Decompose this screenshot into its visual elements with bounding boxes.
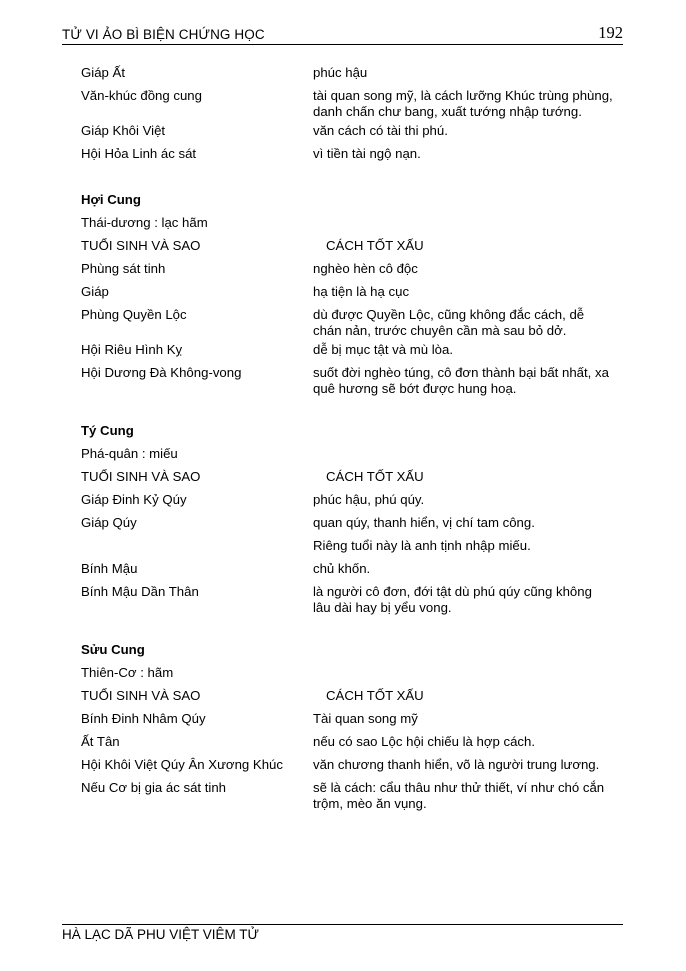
page-number: 192 <box>598 23 623 42</box>
row-left: Hội Riêu Hình Kỵ <box>81 342 183 357</box>
row-right: vì tiền tài ngộ nạn. <box>313 146 421 161</box>
row-left: Giáp Ất <box>81 65 125 80</box>
row-left <box>81 535 313 538</box>
table-row <box>81 85 621 120</box>
table-row <box>81 777 621 812</box>
row-left: Nếu Cơ bị gia ác sát tinh <box>81 780 226 795</box>
col-header-right: CÁCH TỐT XẤU <box>326 469 424 484</box>
table-row <box>81 362 621 397</box>
section-gap <box>81 616 621 639</box>
row-left: Ất Tân <box>81 734 120 749</box>
row-left: Phùng sát tinh <box>81 261 166 276</box>
row-right: suốt đời nghèo túng, cô đơn thành bại bất nhất, xa quê hương sẽ bớt được hung hoạ. <box>313 365 609 396</box>
row-right: phúc hậu, phú qúy. <box>313 492 425 507</box>
table-row <box>81 258 621 281</box>
row-right: là người cô đơn, đới tật dù phú qúy cũng không lâu dài hay bị yểu vong. <box>313 584 592 615</box>
row-right: Tài quan song mỹ <box>313 711 418 726</box>
col-header-left: TUỔI SINH VÀ SAO <box>81 238 201 253</box>
row-right: sẽ là cách: cẩu thâu như thử thiết, ví như chó cắn trộm, mèo ăn vụng. <box>313 780 605 811</box>
section-heading: Tý Cung <box>81 423 134 438</box>
row-right: Riêng tuổi này là anh tịnh nhập miếu. <box>313 538 531 553</box>
section-subheading: Phá-quân : miếu <box>81 446 178 461</box>
row-left: Bính Đinh Nhâm Qúy <box>81 711 206 726</box>
column-headers <box>81 466 621 489</box>
page-content <box>81 62 621 812</box>
section-subheading: Thiên-Cơ : hãm <box>81 665 174 680</box>
col-header-left: TUỔI SINH VÀ SAO <box>81 688 201 703</box>
row-right: tài quan song mỹ, là cách lưỡng Khúc trùng phùng, danh chấn chư bang, xuất tướng nhập tướng. <box>313 88 613 119</box>
section-hoi-cung <box>81 189 621 397</box>
page-header <box>62 22 623 45</box>
col-header-right: CÁCH TỐT XẤU <box>326 688 424 703</box>
table-row <box>81 535 621 558</box>
section-ty-cung <box>81 420 621 616</box>
table-row <box>81 731 621 754</box>
row-left: Phùng Quyền Lộc <box>81 307 187 322</box>
row-left: Bính Mậu <box>81 561 138 576</box>
footer-text: HÀ LẠC DÃ PHU VIỆT VIÊM TỬ <box>62 927 260 942</box>
row-right: nếu có sao Lộc hội chiếu là hợp cách. <box>313 734 535 749</box>
section-gap <box>81 166 621 189</box>
row-left: Hội Khôi Việt Qúy Ân Xương Khúc <box>81 757 283 772</box>
row-left: Giáp <box>81 284 109 299</box>
row-right: văn cách có tài thi phú. <box>313 123 448 138</box>
column-headers <box>81 685 621 708</box>
row-right: quan qúy, thanh hiển, vị chí tam công. <box>313 515 535 530</box>
section-heading: Hợi Cung <box>81 192 141 207</box>
row-right: hạ tiện là hạ cục <box>313 284 410 299</box>
table-row <box>81 754 621 777</box>
column-headers <box>81 235 621 258</box>
table-row <box>81 708 621 731</box>
col-header-left: TUỔI SINH VÀ SAO <box>81 469 201 484</box>
col-header-right: CÁCH TỐT XẤU <box>326 238 424 253</box>
table-row <box>81 281 621 304</box>
table-row <box>81 339 621 362</box>
row-right: chủ khốn. <box>313 561 371 576</box>
page-footer <box>62 924 623 942</box>
row-left: Giáp Khôi Việt <box>81 123 166 138</box>
row-left: Hội Hỏa Linh ác sát <box>81 146 197 161</box>
table-row <box>81 489 621 512</box>
table-row <box>81 304 621 339</box>
row-right: dù được Quyền Lộc, cũng không đắc cách, dễ chán nản, trước chuyên cần mà sau bỏ dở. <box>313 307 585 338</box>
table-row <box>81 62 621 85</box>
table-row <box>81 581 621 616</box>
section-heading: Sửu Cung <box>81 642 145 657</box>
row-right: phúc hậu <box>313 65 368 80</box>
row-left: Hội Dương Đà Không-vong <box>81 365 242 380</box>
table-row <box>81 143 621 166</box>
row-right: văn chương thanh hiển, võ là người trung lương. <box>313 757 600 772</box>
row-left: Bính Mậu Dần Thân <box>81 584 199 599</box>
section-gap <box>81 397 621 420</box>
table-row <box>81 512 621 535</box>
section-suu-cung <box>81 639 621 812</box>
section-continuation <box>81 62 621 166</box>
table-row <box>81 120 621 143</box>
table-row <box>81 558 621 581</box>
row-right: dễ bị mục tật và mù lòa. <box>313 342 454 357</box>
row-left: Văn-khúc đồng cung <box>81 88 202 103</box>
row-left: Giáp Đinh Kỷ Qúy <box>81 492 187 507</box>
row-left: Giáp Qúy <box>81 515 137 530</box>
row-right: nghèo hèn cô độc <box>313 261 418 276</box>
section-subheading: Thái-dương : lạc hãm <box>81 215 208 230</box>
running-title: TỬ VI ẢO BÌ BIỆN CHỨNG HỌC <box>62 27 265 42</box>
